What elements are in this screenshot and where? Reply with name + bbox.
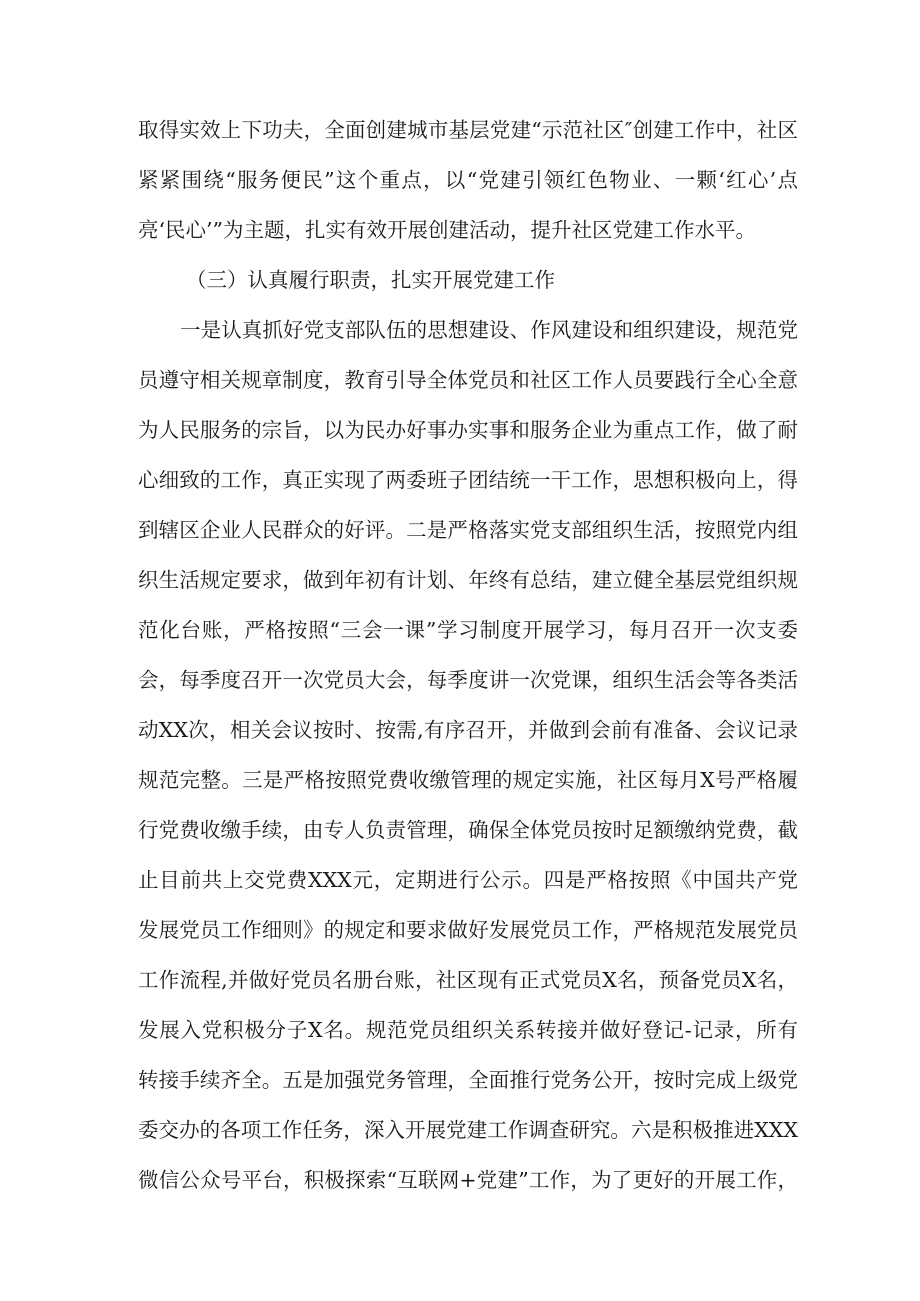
paragraph-line: 转接手续齐全。五是加强党务管理，全面推行党务公开，按时完成上级党 [138,1068,798,1092]
paragraph-line: 止目前共上交党费XXX元，定期进行公示。四是严格按照《中国共产党 [138,868,798,892]
section-heading: （三）认真履行职责，扎实开展党建工作 [186,268,555,292]
paragraph-line: 织生活规定要求，做到年初有计划、年终有总结，建立健全基层党组织规 [138,568,798,592]
paragraph-line: 微信公众号平台，积极探索“互联网+党建”工作，为了更好的开展工作， [138,1168,798,1192]
paragraph-line: 亮‘民心’”为主题，扎实有效开展创建活动，提升社区党建工作水平。 [138,218,757,242]
paragraph-line: 工作流程,并做好党员名册台账，社区现有正式党员X名，预备党员X名， [138,968,798,992]
paragraph-line: 到辖区企业人民群众的好评。二是严格落实党支部组织生活，按照党内组 [138,518,798,542]
paragraph-line: 会，每季度召开一次党员大会，每季度讲一次党课，组织生活会等各类活 [138,668,798,692]
paragraph-line: 行党费收缴手续，由专人负责管理，确保全体党员按时足额缴纳党费，截 [138,818,798,842]
paragraph-line: 为人民服务的宗旨，以为民办好事办实事和服务企业为重点工作，做了耐 [138,418,798,442]
paragraph-line: 心细致的工作，真正实现了两委班子团结统一干工作，思想积极向上，得 [138,468,798,492]
paragraph-line: 发展入党积极分子X名。规范党员组织关系转接并做好登记-记录，所有 [138,1018,798,1042]
paragraph-line: 范化台账，严格按照“三会一课”学习制度开展学习，每月召开一次支委 [138,618,798,642]
paragraph-line: 动XX次，相关会议按时、按需,有序召开，并做到会前有准备、会议记录 [138,718,798,742]
paragraph-line: 规范完整。三是严格按照党费收缴管理的规定实施，社区每月X号严格履 [138,768,798,792]
paragraph-line: 委交办的各项工作任务，深入开展党建工作调查研究。六是积极推进XXX [138,1118,798,1142]
paragraph-line: 紧紧围绕“服务便民”这个重点，以“党建引领红色物业、一颗‘红心’点 [138,168,798,192]
paragraph-line: 一是认真抓好党支部队伍的思想建设、作风建设和组织建设，规范党 [180,318,798,342]
paragraph-line: 发展党员工作细则》的规定和要求做好发展党员工作，严格规范发展党员 [138,918,798,942]
paragraph-line: 员遵守相关规章制度，教育引导全体党员和社区工作人员要践行全心全意 [138,368,798,392]
paragraph-line: 取得实效上下功夫，全面创建城市基层党建“示范社区″创建工作中，社区 [138,118,798,142]
